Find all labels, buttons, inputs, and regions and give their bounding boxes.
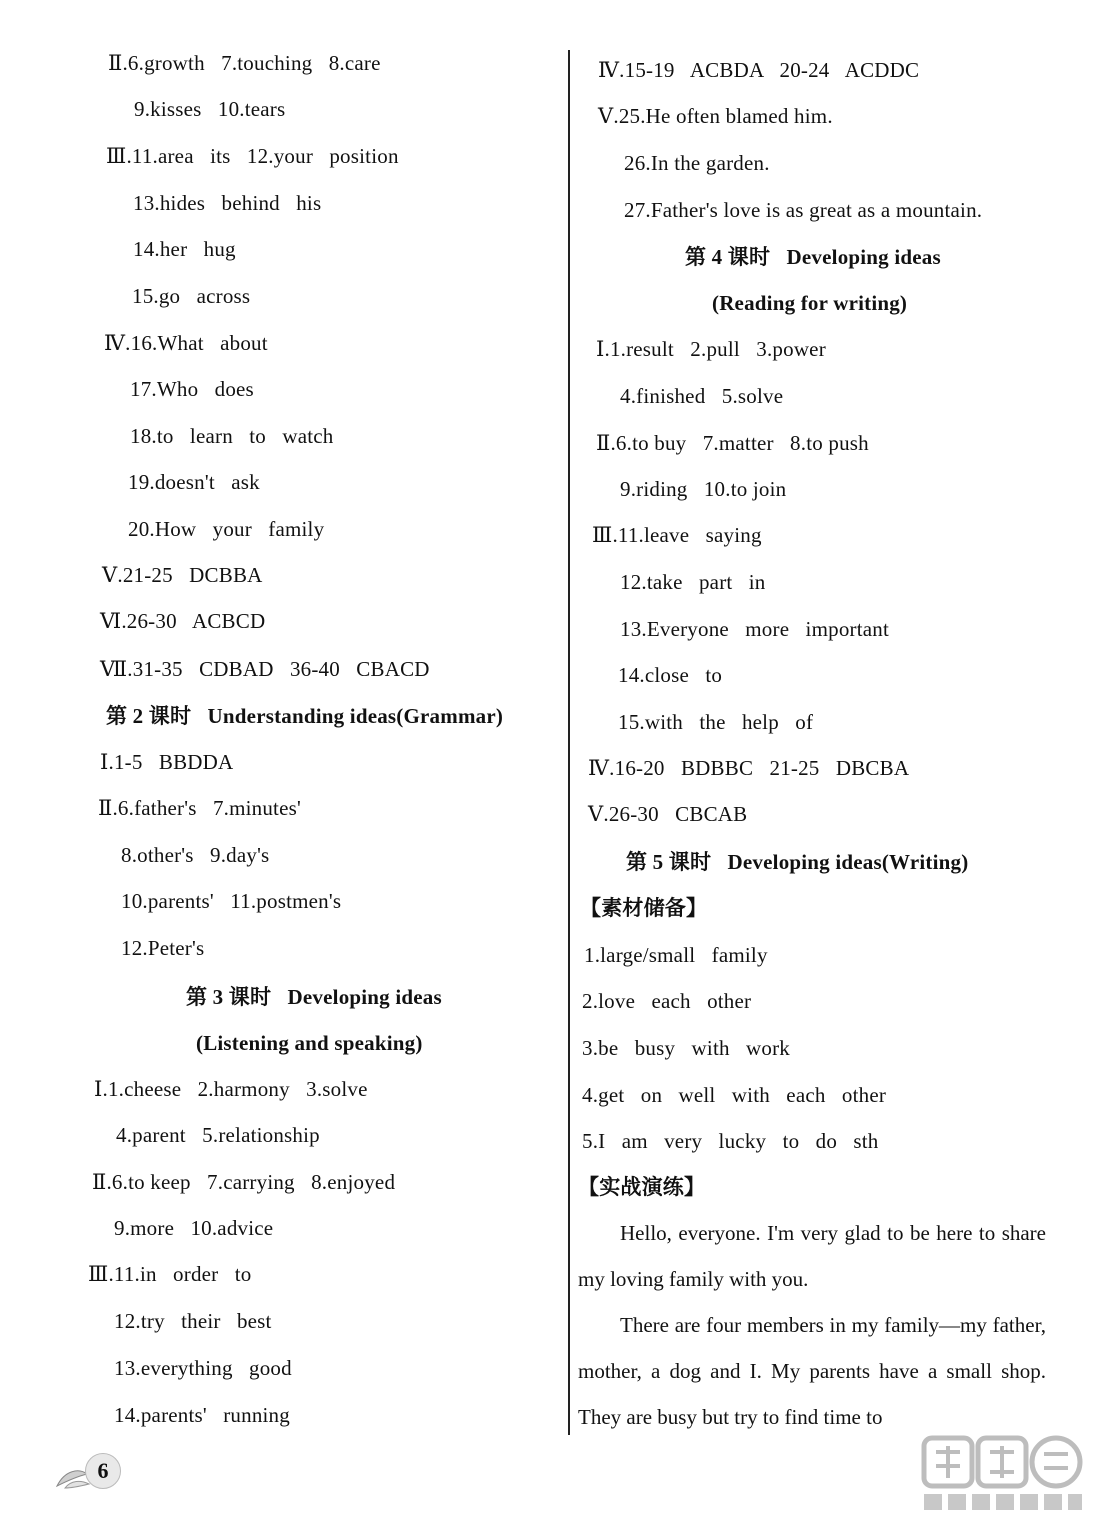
answer-line: Ⅳ.16-20 BDBBC 21-25 DBCBA: [588, 756, 910, 780]
answer-line: 9.riding 10.to join: [620, 477, 787, 501]
answer-line: Ⅵ.26-30 ACBCD: [100, 609, 266, 633]
section-heading-lesson-2: 第 2 课时 Understanding ideas(Grammar): [106, 704, 504, 728]
answer-line: 4.parent 5.relationship: [116, 1123, 320, 1147]
answer-line: Ⅴ.26-30 CBCAB: [588, 802, 748, 826]
answer-line: Ⅳ.15-19 ACBDA 20-24 ACDDC: [598, 58, 920, 82]
answer-line: 19.doesn't ask: [128, 470, 260, 494]
answer-line: 12.take part in: [620, 570, 766, 594]
answer-line: 13.Everyone more important: [620, 617, 890, 641]
material-bank-heading: 【素材储备】: [580, 896, 708, 920]
phrase-line: 1.large/small family: [584, 943, 768, 967]
practice-heading: 【实战演练】: [578, 1175, 706, 1199]
essay: [578, 1210, 1046, 1440]
answer-line: 13.hides behind his: [133, 191, 322, 215]
section-heading-lesson-5: 第 5 课时 Developing ideas(Writing): [626, 850, 969, 874]
essay-paragraph: Hello, everyone. I'm very glad to be here to share my loving family with you.: [578, 1221, 1046, 1291]
answer-line: Ⅶ.31-35 CDBAD 36-40 CBACD: [100, 657, 430, 681]
phrase-line: 2.love each other: [582, 989, 752, 1013]
essay-paragraph: There are four members in my family—my father, mother, a dog and I. My parents have a small shop. They are busy but try to find time to: [578, 1313, 1046, 1429]
answer-line: 13.everything good: [114, 1356, 292, 1380]
answer-line: 12.try their best: [114, 1309, 272, 1333]
answer-line: Ⅰ.1.cheese 2.harmony 3.solve: [94, 1077, 368, 1101]
answer-line: 14.her hug: [133, 237, 236, 261]
answer-line: 14.close to: [618, 663, 723, 687]
section-heading-lesson-3: 第 3 课时 Developing ideas: [186, 985, 442, 1009]
answer-line: Ⅱ.6.father's 7.minutes': [98, 796, 301, 820]
page-number: 6: [85, 1453, 121, 1489]
answer-line: 8.other's 9.day's: [121, 843, 270, 867]
answer-line: 4.finished 5.solve: [620, 384, 784, 408]
phrase-line: 4.get on well with each other: [582, 1083, 887, 1107]
answer-line: 18.to learn to watch: [130, 424, 334, 448]
answer-line: Ⅱ.6.to buy 7.matter 8.to push: [596, 431, 869, 455]
answer-line: 10.parents' 11.postmen's: [121, 889, 342, 913]
answer-line: Ⅰ.1-5 BBDDA: [100, 750, 234, 774]
answer-line: 27.Father's love is as great as a mountain.: [624, 198, 983, 222]
answer-line: Ⅱ.6.growth 7.touching 8.care: [108, 51, 381, 75]
answer-line: 26.In the garden.: [624, 151, 770, 175]
answer-line: Ⅲ.11.area its 12.your position: [106, 144, 399, 168]
phrase-line: 5.I am very lucky to do sth: [582, 1129, 879, 1153]
answer-line: Ⅲ.11.leave saying: [592, 523, 762, 547]
answer-line: 12.Peter's: [121, 936, 205, 960]
answer-line: Ⅰ.1.result 2.pull 3.power: [596, 337, 826, 361]
answer-line: Ⅳ.16.What about: [104, 331, 268, 355]
section-subheading: (Listening and speaking): [196, 1031, 423, 1055]
answer-line: 15.go across: [132, 284, 251, 308]
answer-line: 15.with the help of: [618, 710, 814, 734]
answer-line: Ⅴ.25.He often blamed him.: [598, 104, 833, 128]
answer-line: 9.more 10.advice: [114, 1216, 274, 1240]
section-subheading: (Reading for writing): [712, 291, 908, 315]
watermark-logo: [918, 1432, 1088, 1528]
answer-line: 20.How your family: [128, 517, 325, 541]
column-divider: [568, 50, 570, 1435]
answer-line: Ⅴ.21-25 DCBBA: [102, 563, 263, 587]
answer-line: Ⅱ.6.to keep 7.carrying 8.enjoyed: [92, 1170, 396, 1194]
answer-line: 9.kisses 10.tears: [134, 97, 286, 121]
answer-line: 17.Who does: [130, 377, 254, 401]
phrase-line: 3.be busy with work: [582, 1036, 790, 1060]
answer-line: 14.parents' running: [114, 1403, 290, 1427]
right-column: [572, 0, 1094, 1536]
section-heading-lesson-4: 第 4 课时 Developing ideas: [685, 245, 941, 269]
answer-line: Ⅲ.11.in order to: [88, 1262, 252, 1286]
